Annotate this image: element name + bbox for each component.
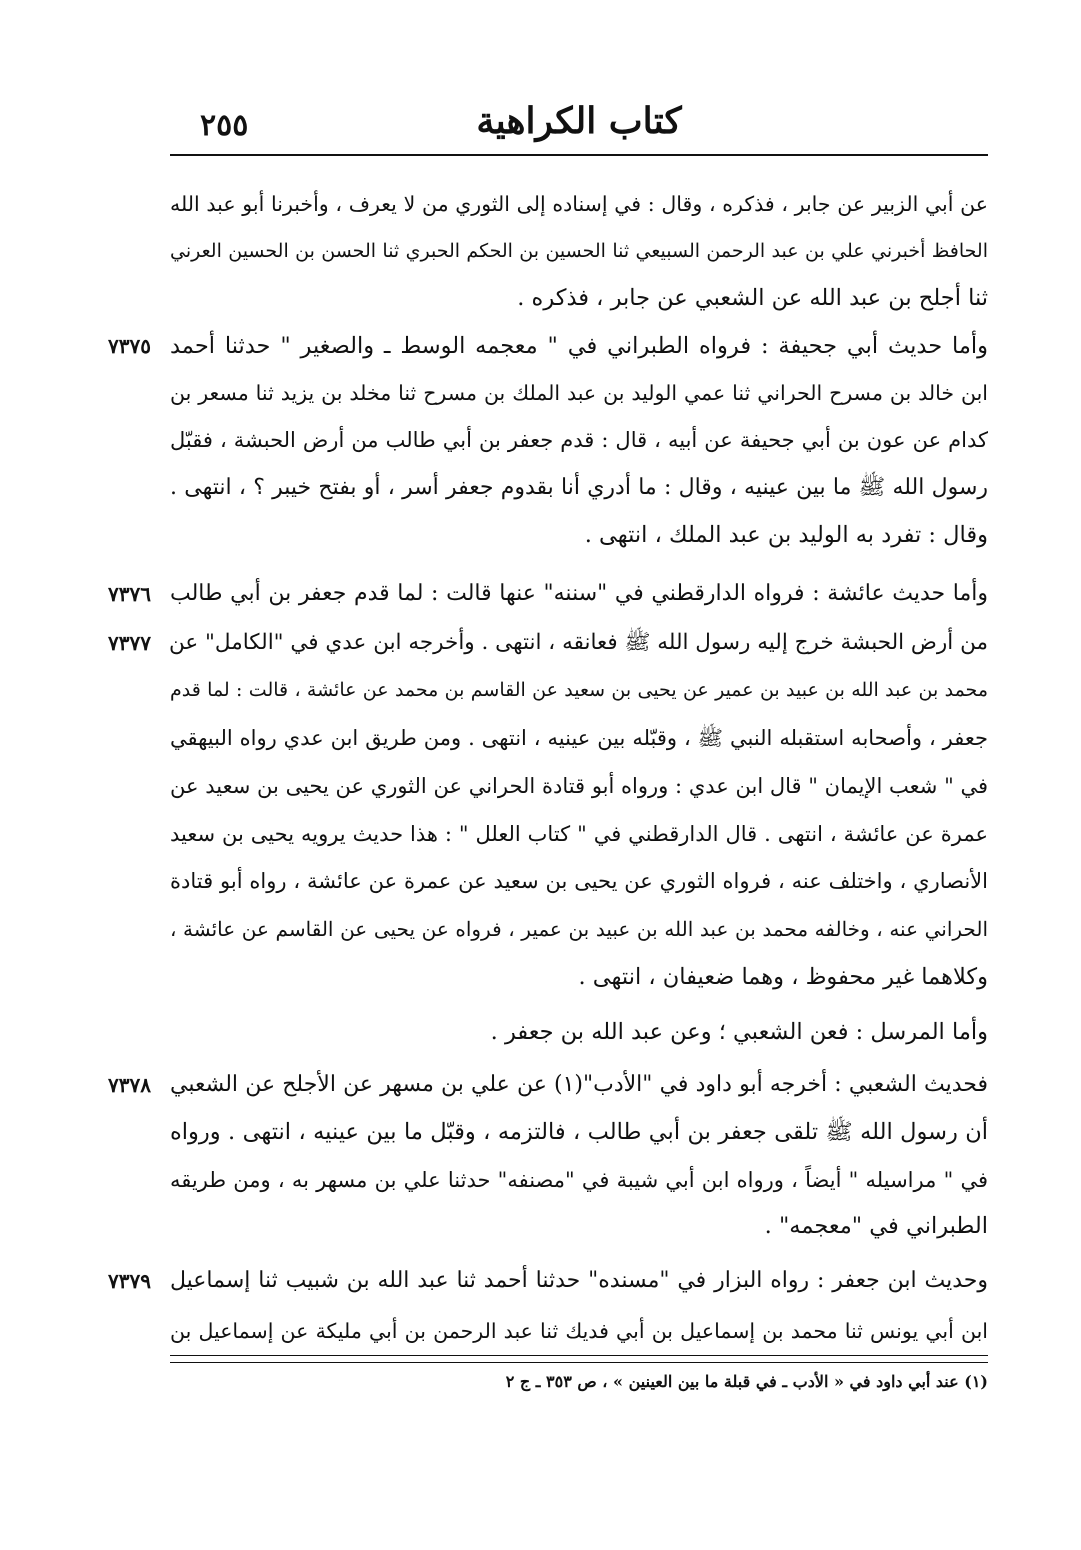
header-rule (170, 154, 988, 156)
text-line: محمد بن عبد الله بن عبيد بن عمير عن يحيى بن سعيد عن القاسم بن محمد عن عائشة ، قالت : لما قدم (170, 679, 988, 701)
text-line: عن أبي الزبير عن جابر ، فذكره ، وقال : في إسناده إلى الثوري من لا يعرف ، وأخبرنا أبو عبد الله (170, 192, 988, 216)
text-line: ابن أبي يونس ثنا محمد بن إسماعيل بن أبي فديك ثنا عبد الرحمن بن أبي مليكة عن إسماعيل بن (170, 1319, 988, 1343)
text-line: وأما حديث أبي جحيفة : فرواه الطبراني في " معجمه الوسط ـ والصغير " حدثنا أحمد (170, 333, 988, 359)
text-line: الأنصاري ، واختلف عنه ، فرواه الثوري عن يحيى بن سعيد عن عمرة عن عائشة ، رواه أبو قتادة (170, 869, 988, 893)
text-line: جعفر ، وأصحابه استقبله النبي ﷺ ، وقبّله بين عينيه ، انتهى . ومن طريق ابن عدي رواه البيهقي (170, 726, 988, 750)
text-line: من أرض الحبشة خرج إليه رسول الله ﷺ فعانقه ، انتهى . وأخرجه ابن عدي في "الكامل" عن (169, 630, 988, 655)
text-line: أن رسول الله ﷺ تلقى جعفر بن أبي طالب ، فالتزمه ، وقبّل ما بين عينيه ، انتهى . ورواه (170, 1119, 988, 1145)
text-line: فحديث الشعبي : أخرجه أبو داود في "الأدب"(١) عن علي بن مسهر عن الأجلح عن الشعبي (170, 1072, 989, 1097)
page-header (170, 100, 988, 150)
text-line: ثنا أجلح بن عبد الله عن الشعبي عن جابر ، فذكره . (517, 285, 988, 311)
footnote-rule (170, 1355, 988, 1363)
hadith-number: ٧٣٧٦ (108, 582, 151, 606)
text-line: الحراني عنه ، وخالفه محمد بن عبد الله بن عبيد بن عمير ، فرواه عن يحيى عن القاسم عن عائشة ، (170, 917, 988, 941)
hadith-number: ٧٣٧٧ (108, 631, 151, 655)
text-line: كدام عن عون بن أبي جحيفة عن أبيه ، قال : قدم جعفر بن أبي طالب من أرض الحبشة ، فقبّل (170, 428, 988, 452)
text-line: الحافظ أخبرني علي بن عبد الرحمن السبيعي ثنا الحسين بن الحكم الحبري ثنا الحسن بن الحسين العرني (170, 240, 988, 262)
text-line: عمرة عن عائشة ، انتهى . قال الدارقطني في " كتاب العلل " : هذا حديث يرويه يحيى بن سعيد (170, 822, 988, 846)
text-line: رسول الله ﷺ ما بين عينيه ، وقال : ما أدري أنا بقدوم جعفر أسر ، أو بفتح خيبر ؟ ، انتهى . (170, 475, 988, 500)
running-title: كتاب الكراهية (476, 100, 682, 142)
hadith-number: ٧٣٧٩ (108, 1269, 151, 1293)
text-line: في " مراسيله " أيضاً ، ورواه ابن أبي شيبة في "مصنفه" حدثنا علي بن مسهر به ، ومن طريقه (170, 1168, 988, 1192)
text-line: وكلاهما غير محفوظ ، وهما ضعيفان ، انتهى . (578, 964, 988, 990)
text-line: وقال : تفرد به الوليد بن عبد الملك ، انتهى . (584, 522, 988, 548)
hadith-number: ٧٣٧٥ (108, 334, 151, 358)
page-number: ٢٥٥ (200, 108, 249, 143)
text-line: الطبراني في "معجمه" . (764, 1213, 988, 1239)
text-line: وأما حديث عائشة : فرواه الدارقطني في "سننه" عنها قالت : لما قدم جعفر بن أبي طالب (170, 581, 988, 606)
hadith-number: ٧٣٧٨ (108, 1073, 151, 1097)
text-line: وحديث ابن جعفر : رواه البزار في "مسنده" حدثنا أحمد ثنا عبد الله بن شبيب ثنا إسماعيل (170, 1268, 988, 1293)
text-line: وأما المرسل : فعن الشعبي ؛ وعن عبد الله بن جعفر . (490, 1019, 988, 1045)
footnote: (١) عند أبي داود في « الأدب ـ في قبلة ما بين العينين » ، ص ٣٥٣ ـ ج ٢ (505, 1372, 988, 1391)
text-line: في " شعب الإيمان " قال ابن عدي : ورواه أبو قتادة الحراني عن الثوري عن يحيى بن سعيد عن (170, 774, 988, 798)
text-line: ابن خالد بن مسرح الحراني ثنا عمي الوليد بن عبد الملك بن مسرح ثنا مخلد بن يزيد ثنا مسعر بن (170, 381, 988, 405)
